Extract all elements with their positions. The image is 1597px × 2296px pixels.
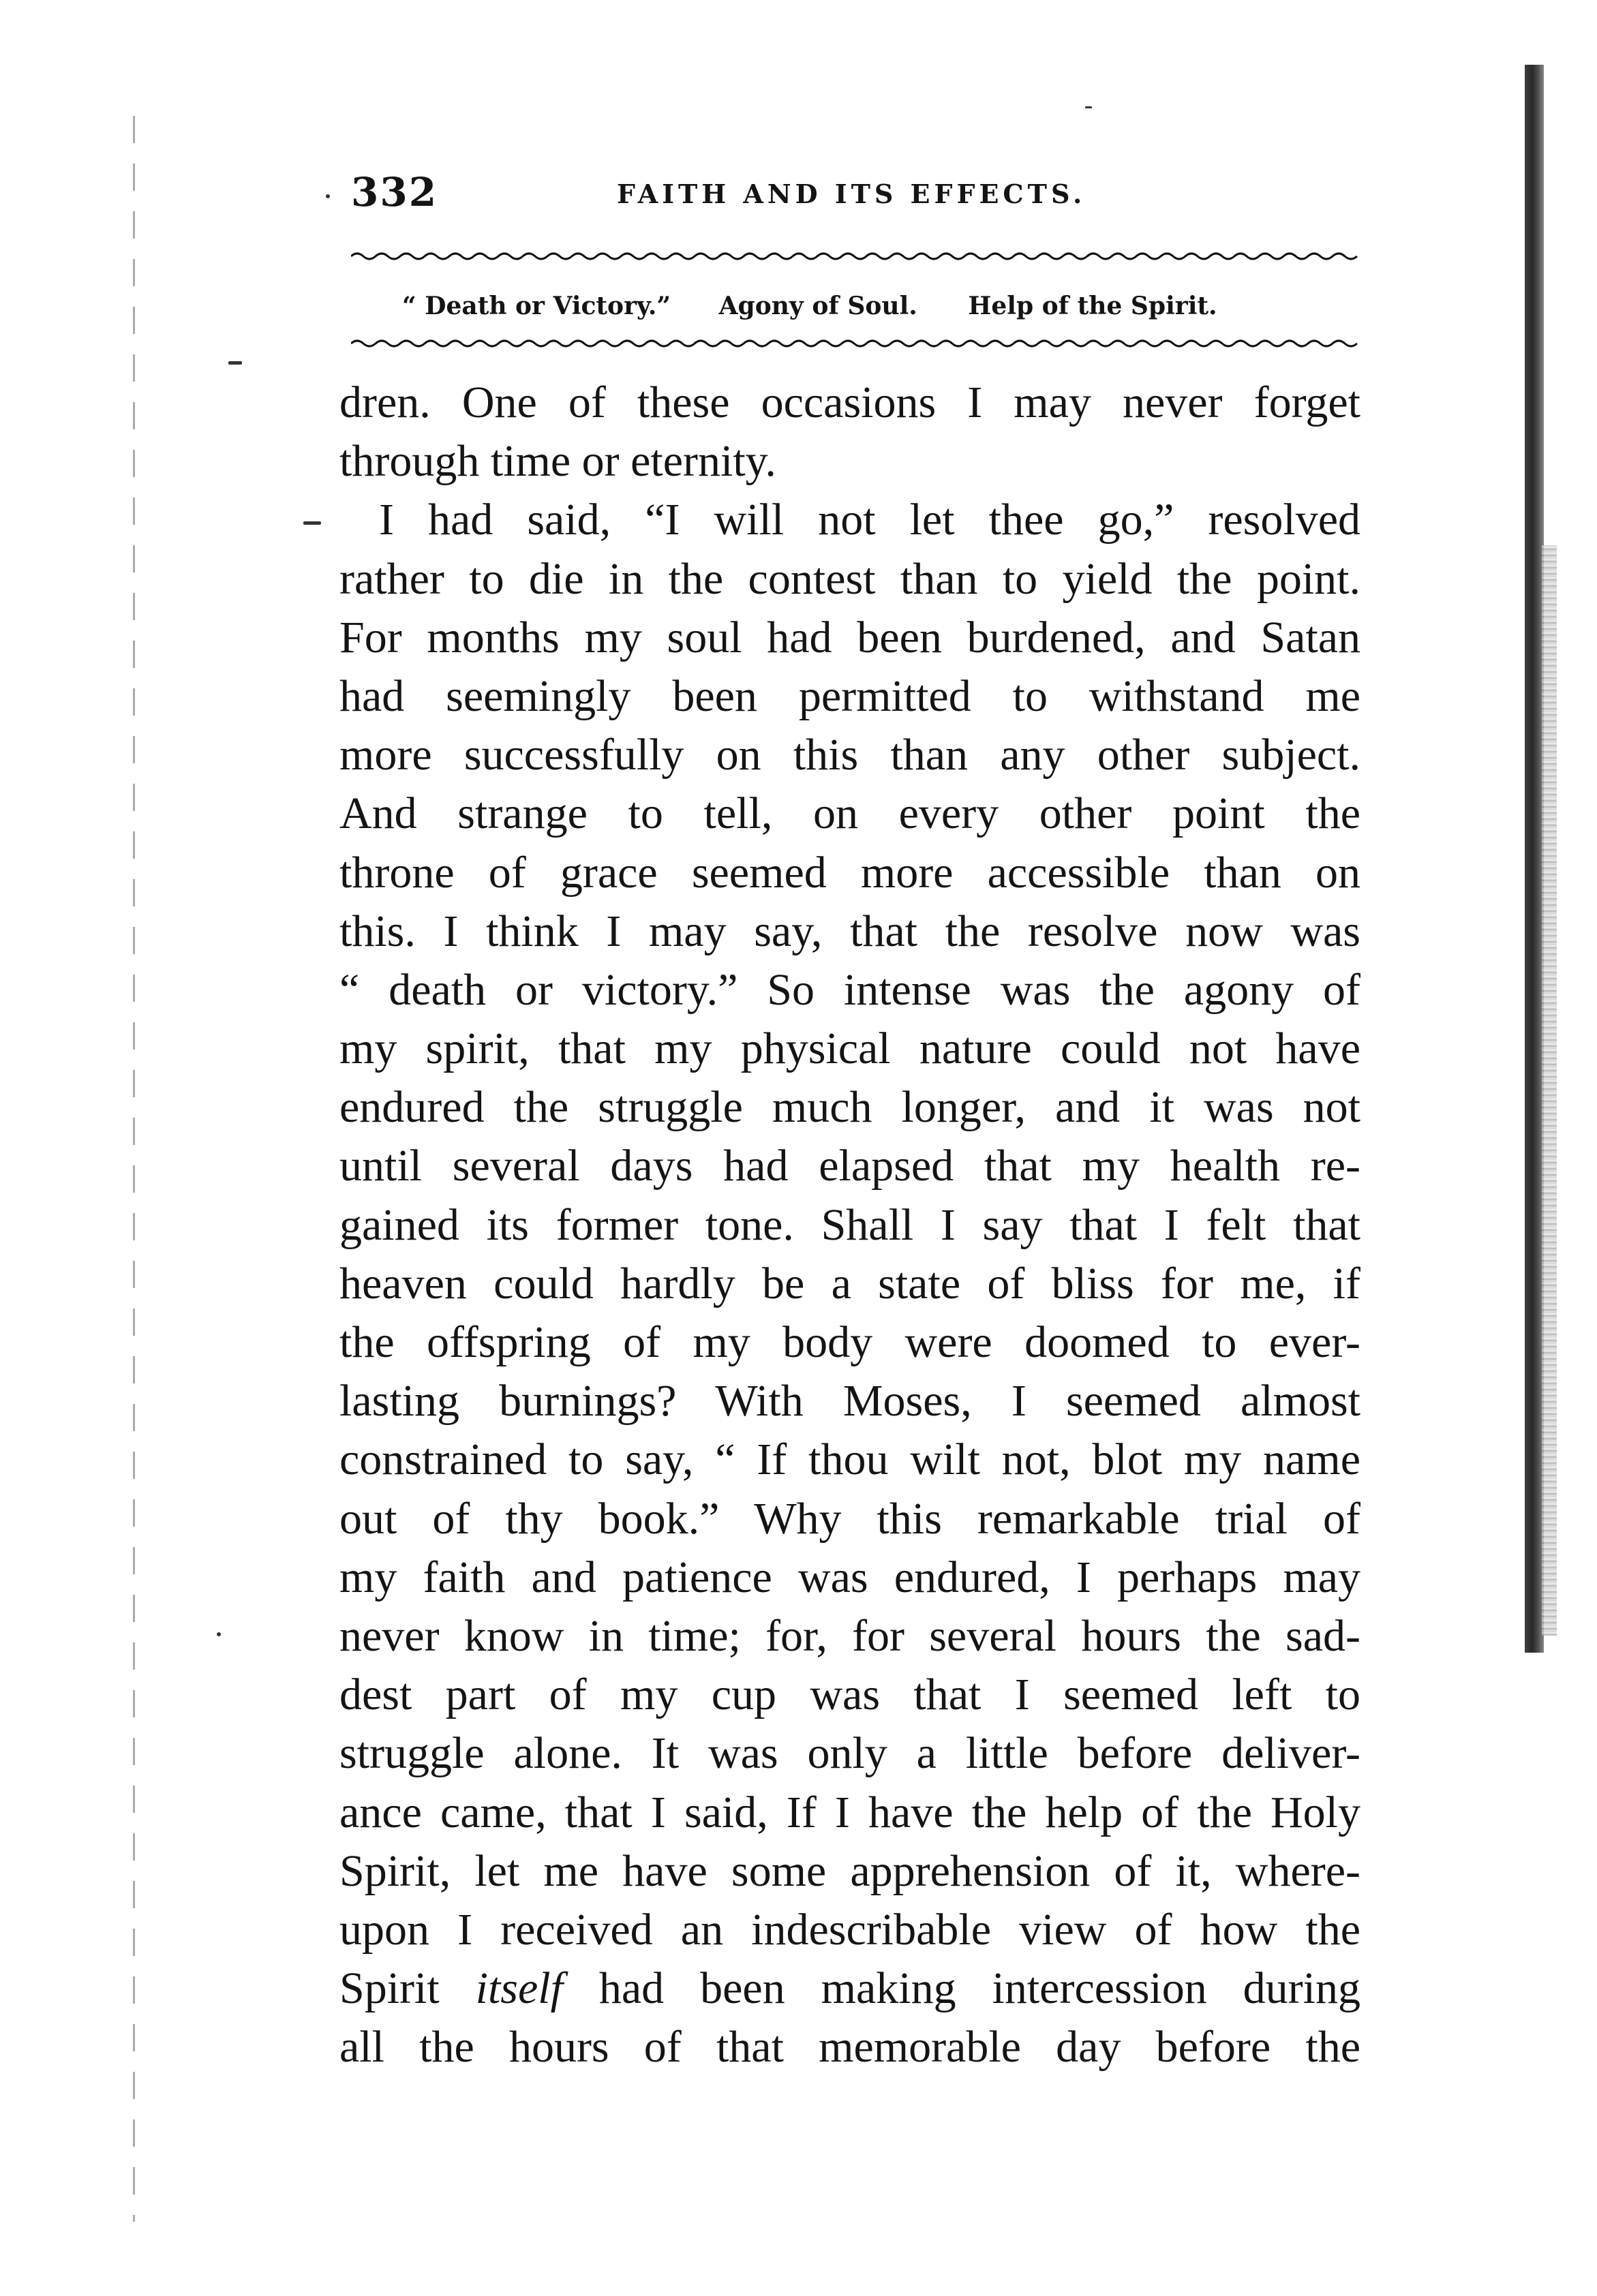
subheading-agony-of-soul: Agony of Soul. (718, 292, 917, 320)
body-text (339, 373, 1360, 2077)
text-line: had seemingly been permitted to withstand me (339, 671, 1360, 721)
text-line: dren. One of these occasions I may never forget (339, 378, 1360, 427)
text-line: lasting burnings? With Moses, I seemed almost (339, 1376, 1360, 1426)
text-segment: had been making intercession during (562, 1963, 1360, 2014)
text-line: out of thy book.” Why this remarkable trial of (339, 1493, 1360, 1544)
italic-word: itself (475, 1963, 563, 2014)
text-line: my faith and patience was endured, I perhaps may (339, 1552, 1360, 1602)
text-line: this. I think I may say, that the resolve now was (339, 906, 1360, 956)
text-line: “ death or victory.” So intense was the agony of (339, 964, 1360, 1015)
text-line: endured the struggle much longer, and it was not (339, 1082, 1360, 1133)
text-segment: Spirit (339, 1963, 476, 2014)
text-line: Spirit, let me have some apprehension of it, where- (339, 1846, 1360, 1896)
wavy-rule-bottom (351, 338, 1360, 349)
text-line: through time or eternity. (339, 436, 776, 487)
text-line: upon I received an indescribable view of how the (339, 1904, 1360, 1955)
ink-speck (217, 1632, 221, 1636)
text-line: the offspring of my body were doomed to ever- (339, 1317, 1360, 1367)
page-number: 332 (351, 169, 438, 215)
text-line: all the hours of that memorable day before the (339, 2022, 1360, 2072)
text-line: throne of grace seemed more accessible than on (339, 847, 1360, 898)
ink-speck (303, 521, 321, 525)
binding-edge (1525, 65, 1544, 1653)
ink-speck (1085, 106, 1092, 108)
text-line: rather to die in the contest than to yield the point. (339, 553, 1360, 604)
text-line: until several days had elapsed that my health re- (339, 1141, 1360, 1191)
text-line: I had said, “I will not let thee go,” resolved (379, 495, 1360, 545)
text-line: dest part of my cup was that I seemed left to (339, 1670, 1360, 1720)
text-line-with-italic (339, 1959, 1360, 2018)
text-line: And strange to tell, on every other point the (339, 789, 1360, 839)
text-line: ance came, that I said, If I have the help of the Holy (339, 1787, 1360, 1837)
text-line: more successfully on this than any other subject. (339, 730, 1360, 780)
subheading-help-of-spirit: Help of the Spirit. (968, 292, 1217, 320)
binding-texture (1542, 545, 1557, 1636)
subheading-death-or-victory: “ Death or Victory.” (402, 292, 671, 320)
running-title: FAITH AND ITS EFFECTS. (617, 179, 1086, 209)
ink-speck (228, 361, 242, 365)
text-line: struggle alone. It was only a little before deliver- (339, 1728, 1360, 1779)
text-line: heaven could hardly be a state of bliss for me, if (339, 1258, 1360, 1308)
text-line: constrained to say, “ If thou wilt not, blot my name (339, 1435, 1360, 1485)
text-line: never know in time; for, for several hours the sad- (339, 1610, 1360, 1661)
wavy-rule-top (351, 251, 1360, 262)
page-edge-shadow (133, 116, 135, 2222)
text-line: my spirit, that my physical nature could not have (339, 1024, 1360, 1074)
text-line: For months my soul had been burdened, and Satan (339, 612, 1360, 662)
text-line: gained its former tone. Shall I say that I felt that (339, 1199, 1360, 1250)
ink-speck (326, 194, 330, 198)
section-subheadings (402, 292, 1356, 320)
